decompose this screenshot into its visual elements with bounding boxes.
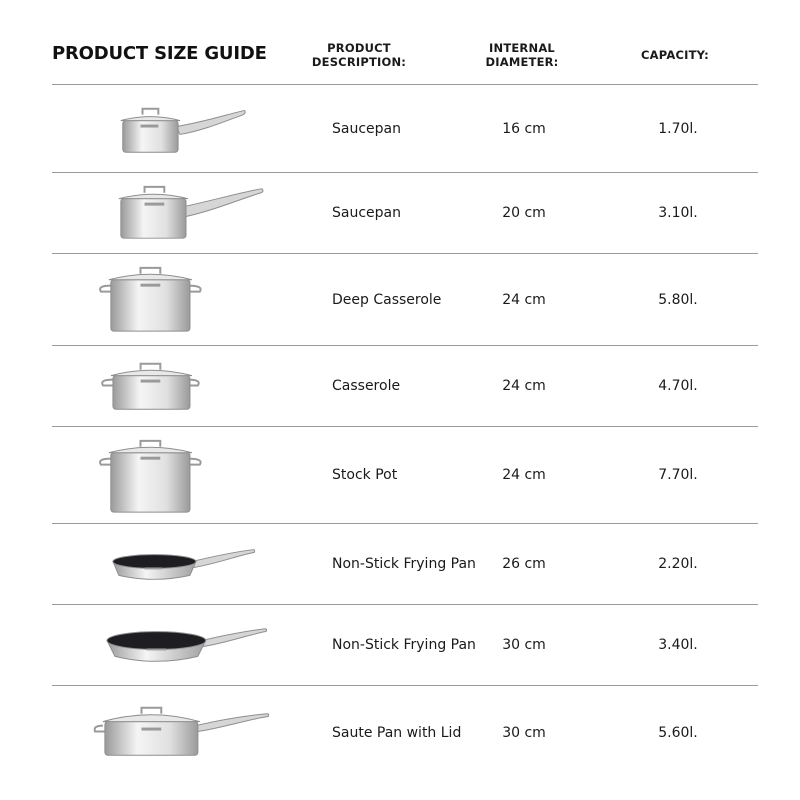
product-capacity: 2.20l.	[658, 556, 698, 572]
saute-pan-graphic	[92, 686, 282, 780]
product-description: Saucepan	[332, 120, 401, 137]
product-image-cell	[92, 346, 282, 426]
table-row	[52, 253, 758, 345]
product-description: Stock Pot	[332, 467, 398, 483]
table-row	[52, 685, 758, 780]
product-diameter: 24 cm	[502, 378, 546, 394]
column-header-description-line2: DESCRIPTION:	[311, 55, 407, 69]
frying-pan-30-graphic	[92, 605, 282, 685]
product-diameter: 30 cm	[502, 725, 546, 741]
table-row	[52, 345, 758, 426]
product-capacity: 3.10l.	[658, 205, 698, 221]
product-capacity: 1.70l.	[658, 120, 698, 137]
column-header-diameter-line2: DIAMETER:	[485, 55, 559, 69]
product-image-cell	[92, 686, 282, 780]
table-row	[52, 84, 758, 172]
saucepan-large-graphic	[92, 173, 282, 253]
product-image-cell	[92, 173, 282, 253]
table-row	[52, 523, 758, 604]
product-diameter: 20 cm	[502, 205, 546, 221]
product-capacity: 3.40l.	[658, 637, 698, 653]
product-image-cell	[92, 85, 282, 172]
frying-pan-26-graphic	[92, 524, 282, 604]
stock-pot-graphic	[92, 427, 282, 523]
casserole-graphic	[92, 346, 282, 426]
product-capacity: 4.70l.	[658, 378, 698, 394]
table-row	[52, 172, 758, 253]
product-diameter: 26 cm	[502, 556, 546, 572]
product-capacity: 5.80l.	[658, 291, 698, 308]
product-image-cell	[92, 427, 282, 523]
page-title: PRODUCT SIZE GUIDE	[52, 43, 267, 64]
product-table	[52, 84, 758, 780]
column-header-diameter-line1: INTERNAL	[489, 41, 555, 55]
product-diameter: 16 cm	[502, 120, 546, 137]
product-diameter: 24 cm	[502, 291, 546, 308]
column-header-capacity	[620, 48, 730, 62]
product-description: Saucepan	[332, 205, 401, 221]
saucepan-small-graphic	[92, 85, 282, 172]
product-image-cell	[92, 605, 282, 685]
product-description: Non-Stick Frying Pan	[332, 637, 476, 653]
table-row	[52, 426, 758, 523]
product-image-cell	[92, 254, 282, 345]
product-description: Saute Pan with Lid	[332, 725, 462, 741]
column-header-capacity-line1: CAPACITY:	[641, 48, 709, 62]
column-header-description-line1: PRODUCT	[327, 41, 391, 55]
product-diameter: 24 cm	[502, 467, 546, 483]
product-diameter: 30 cm	[502, 637, 546, 653]
product-description: Deep Casserole	[332, 291, 442, 308]
product-image-cell	[92, 524, 282, 604]
product-description: Non-Stick Frying Pan	[332, 556, 476, 572]
product-capacity: 5.60l.	[658, 725, 698, 741]
product-description: Casserole	[332, 378, 401, 394]
product-capacity: 7.70l.	[658, 467, 698, 483]
deep-casserole-graphic	[92, 254, 282, 345]
column-header-description	[300, 41, 418, 69]
table-row	[52, 604, 758, 685]
column-header-diameter	[468, 41, 576, 69]
